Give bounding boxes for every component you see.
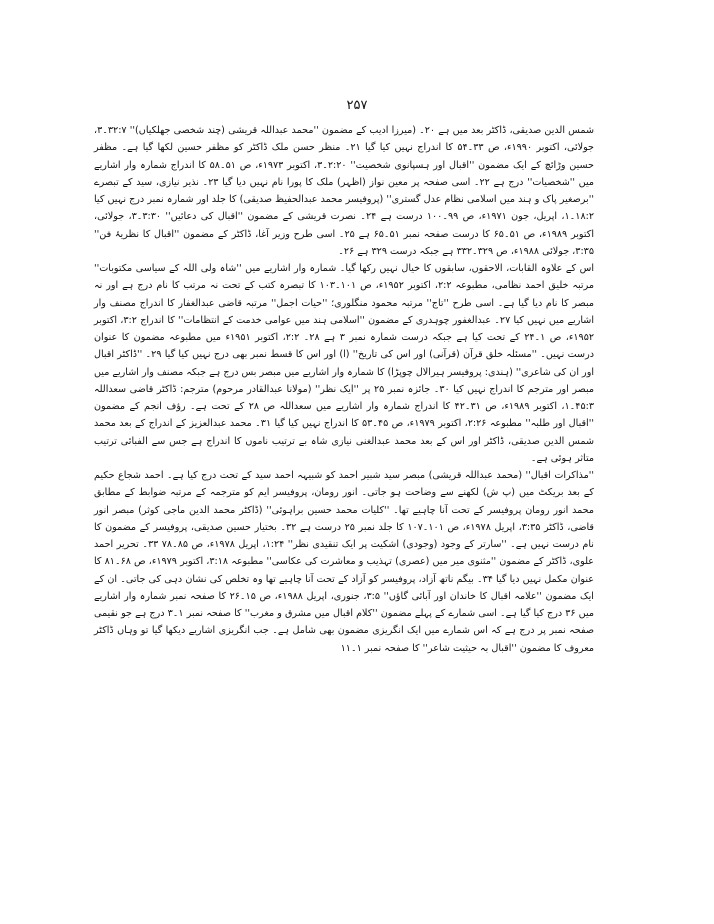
document-body <box>94 122 594 657</box>
paragraph-2: اس کے علاوہ القابات، الاحقوں، سابقوں کا خیال نہیں رکھا گیا۔ شمارہ وار اشاریے میں ''شاہ ولی اللہ کے سیاسی مکتوبات'' مرتبہ خلیق احمد نظامی، مطبوعہ ۲:۲، اکتوبر ۱۹۵۲ء، ص ۱۰۱۔۱۰۳ کا تبصرہ کتب کے تحت نہ مرتب کا نام درج ہے اور نہ مبصر کا نام دیا گیا ہے۔ اسی طرح ''تاج'' مرتبہ محمود منگلوری؛ ''حیات اجمل'' مرتبہ قاضی عبدالغفار کا اندراج مصنف وار اشاریے میں نہیں کیا ۲۷۔ عبدالغفور چوہدری کے مضمون ''اسلامی ہند میں عوامی خدمت کے انتظامات'' کا اندراج ۳:۲، اکتوبر ۱۹۵۲ء، ص ۱۔۲۴ کے تحت کیا ہے جبکہ درست شمارہ نمبر ۳ ہے ۲۸۔ ۲:۲، اکتوبر ۱۹۵۱ء میں مطبوعہ مضمون کا عنوان درست نہیں۔ ''مسئلہ خلق قرآن (قرآنی) اور اس کی تاریخ'' (ا) اور اس کا قسط نمبر بھی درج نہیں کیا گیا ۲۹۔ ''ڈاکٹر اقبال اور ان کی شاعری'' (ہندی: پروفیسر ہیرالال چوپڑا) کا شمارہ وار اشاریے میں مبصر بس درج ہے جبکہ مصنف وار اشاریے میں مبصر اور مترجم کا اندراج نہیں کیا ۳۰۔ جائزہ نمبر ۲۵ پر ''ایک نظر'' (مولانا عبدالقادر مرحوم) مترجم: ڈاکٹر قاضی سعداللہ ۴۵:۳۔۱، اکتوبر ۱۹۸۹ء، ص ۳۱۔۴۲ کا اندراج شمارہ وار اشاریے میں سعداللہ ص ۲۸ کے تحت ہے۔ رؤف انجم کے مضمون ''اقبال اور طلبہ'' مطبوعہ ۲:۲۶، اکتوبر ۱۹۷۹ء، ص ۴۵۔۵۳ کا اندراج نہیں کیا گیا ۳۱۔ محمد عبدالعزیز کے اندراج کے بعد محمد شمس الدین صدیقی، ڈاکٹر اور اس کے بعد محمد عبدالغنی نیازی شاہ بے ترتیب ناموں کا اندراج ہے جس سے الفبائی ترتیب متاثر ہوئی ہے۔ <box>94 263 595 464</box>
paragraph-3: ''مذاکرات اقبال'' (محمد عبداللہ قریشی) مبصر سید شبیر احمد کو شبیہہ احمد سید کے تحت درج کیا ہے۔ احمد شجاع حکیم کے بعد بریکٹ میں (پ ش) لکھنے سے وضاحت ہو جاتی۔ انور رومان، پروفیسر ایم کو مترجمہ کے مرتبہ ضوابط کے مطابق محمد انور رومان پروفیسر کے تحت آنا چاہیے تھا۔ ''کلیات محمد حسین براہوئی'' (ڈاکٹر محمد الدین ماجی کوثر) مبصر انور قاضی، ڈاکٹر ۳:۳۵، اپریل ۱۹۷۸ء، ص ۱۰۱۔۱۰۷ کا جلد نمبر ۲۵ درست ہے ۳۲۔ بختیار حسین صدیقی، پروفیسر کے مضمون کا نام درست نہیں ہے۔ ''سارتر کے وجود (وجودی) اشکیت پر ایک تنقیدی نظر'' ۱:۲۴، اپریل ۱۹۷۸ء، ص ۸۵۔۷۸ ۳۳۔ تحریر احمد علوی، ڈاکٹر کے مضمون ''مثنوی میر میں (عصری) تہذیب و معاشرت کی عکاسی'' مطبوعہ ۳:۱۸، اکتوبر ۱۹۷۹ء، ص ۶۸۔۸۱ کا عنوان مکمل نہیں دیا گیا ۳۴۔ بیگم ناتھ آزاد، پروفیسر کو آزاد کے تحت آنا چاہیے تھا وہ تخلص کی نشان دہی کی جاتی۔ ان کے ایک مضمون ''علامہ اقبال کا خاندان اور آبائی گاؤں'' ۳:۵، جنوری، اپریل ۱۹۸۸ء، ص ۱۵۔۲۶ کا صفحہ نمبر شمارہ وار اشاریے میں ۳۶ درج کیا گیا ہے۔ اسی شمارے کے پہلے مضمون ''کلام اقبال میں مشرق و مغرب'' کا صفحہ نمبر ۱۔۳ درج ہے جو نقیمی صفحہ نمبر پر درج ہے کہ اس شمارے میں ایک انگریزی مضمون بھی شامل ہے۔ جب انگریزی اشاریے دیکھا گیا تو وہاں ڈاکٹر معروف کا مضمون ''اقبال بہ حیثیت شاعر'' کا صفحہ نمبر ۱۔۱۱ <box>94 470 595 654</box>
paragraph-1: شمس الدین صدیقی، ڈاکٹر بعد میں ہے ۲۰۔ (میرزا ادیب کے مضمون ''محمد عبداللہ قریشی (چند شخصی جھلکیاں)'' ۳۲:۷۔۳، جولائی، اکتوبر ۱۹۹۰ء، ص ۳۳۔۵۴ کا اندراج نہیں کیا گیا ۲۱۔ منظر حسن ملک ڈاکٹر کو مظفر حسین لکھا گیا ہے۔ مظفر حسین وڑائچ کے ایک مضمون ''اقبال اور ہسپانوی شخصیت'' ۲:۲۰۔۳، اکتوبر ۱۹۷۳ء، ص ۵۱۔۵۸ کا اندراج شمارہ وار اشاریے میں ''شخصیات'' درج ہے ۲۲۔ اسی صفحہ پر معین نواز (اظہر) ملک کا پورا نام نہیں دیا گیا ۲۳۔ نذیر نیازی، سید کے تبصرے ''برصغیر پاک و ہند میں اسلامی نظام عدل گستری'' (پروفیسر محمد عبدالحفیظ صدیقی) کا جلد اور شمارہ نمبر درج نہیں کیا ۱۸:۲۔۱، اپریل، جون ۱۹۷۱ء، ص ۹۹۔۱۰۰ درست ہے ۲۴۔ نصرت قریشی کے مضمون ''اقبال کی دعائیں'' ۳:۳۰۔۳، جولائی، اکتوبر ۱۹۸۹ء، ص ۵۱۔۶۵ کا درست صفحہ نمبر ۵۱۔۶۵ ہے ۲۵۔ اسی طرح وزیر آغا، ڈاکٹر کے مضمون ''اقبال کا نظریۂ فن'' ۳:۳۵، جولائی ۱۹۸۸ء، ص ۳۲۹۔۳۳۲ ہے جبکہ درست ۳۲۹ ہے ۲۶۔ <box>94 125 594 257</box>
page-number: ۲۵۷ <box>346 98 368 113</box>
